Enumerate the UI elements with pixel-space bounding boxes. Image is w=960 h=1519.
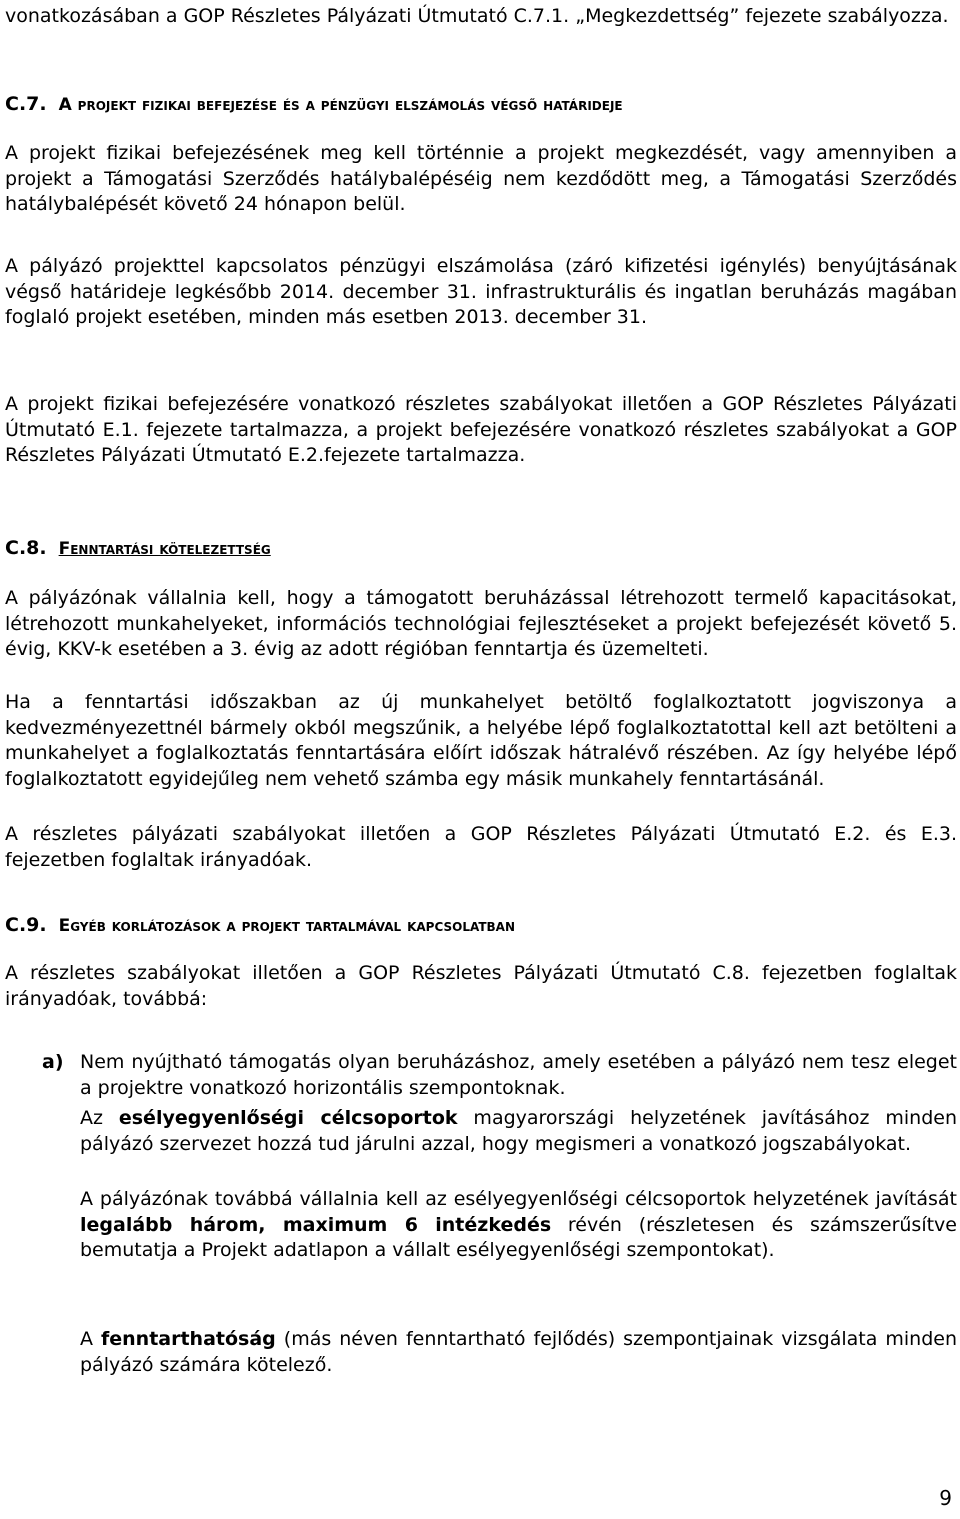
section-c8-heading [5, 536, 957, 562]
text-run: révén (részletesen és számszerűsítve bemutatja a Projekt adatlapon a vállalt esélyegyenlőségi szempontokat). [80, 1213, 957, 1261]
list-item-a-paragraph-3 [80, 1187, 957, 1264]
section-c7-heading [5, 92, 957, 118]
section-c9-title: Egyéb korlátozások a projekt tartalmával kapcsolatban [58, 916, 515, 936]
text-run: A [80, 1328, 101, 1350]
section-c9-intro: A részletes szabályokat illetően a GOP Részletes Pályázati Útmutató C.8. fejezetben foglaltak irányadóak, továbbá: [5, 962, 957, 1010]
list-item-a-paragraph-4 [80, 1327, 957, 1378]
section-c7-number: C.7. [5, 93, 47, 115]
list-item-a-paragraph-2 [80, 1106, 957, 1157]
section-c7-paragraph-1: A projekt fizikai befejezésének meg kell történnie a projekt megkezdését, vagy amennyiben a projekt a Támogatási Szerződés hatálybalépéséig nem kezdődött meg, a Támogatási Szerződés hatálybalépését követő 24 hónapon belül. [5, 142, 957, 215]
page-number: 9 [939, 1486, 952, 1510]
text-run: (más néven fenntartható fejlődés) szempontjainak vizsgálata minden pályázó számára kötelező. [80, 1328, 957, 1376]
section-c7-title: A projekt fizikai befejezése és a pénzügyi elszámolás végső határideje [58, 95, 623, 115]
section-c7-paragraph-2: A pályázó projekttel kapcsolatos pénzügyi elszámolása (záró kifizetési igénylés) benyújtásának végső határideje legkésőbb 2014. december 31. infrastrukturális és ingatlan beruházás magában foglaló projekt esetében, minden más esetben 2013. december 31. [5, 255, 957, 328]
section-c8-paragraph-2: Ha a fenntartási időszakban az új munkahelyet betöltő foglalkoztatott jogviszonya a kedvezményezettnél bármely okból megszűnik, a helyébe lépő foglalkoztatottal kell azt betölteni a munkahelyet a foglalkoztatás fenntartására előírt időszak hátralévő részében. Az így helyébe lépő foglalkoztatott egyidejűleg nem vehető számba egy másik munkahely fenntartásánál. [5, 691, 957, 790]
text-run: magyarországi helyzetének javításához minden pályázó szervezet hozzá tud járulni azzal, hogy megismeri a vonatkozó jogszabályokat. [80, 1107, 957, 1155]
section-c8-title: Fenntartási kötelezettség [58, 539, 271, 559]
section-c8-paragraph-1: A pályázónak vállalnia kell, hogy a támogatott beruházással létrehozott termelő kapacitásokat, létrehozott munkahelyeket, információs technológiai fejlesztéseket a projekt befejezését követő 5. évig, KKV-k esetében a 3. évig az adott régióban fenntartja és üzemelteti. [5, 587, 957, 660]
intro-paragraph: vonatkozásában a GOP Részletes Pályázati Útmutató C.7.1. „Megkezdettség” fejezete szabályozza. [5, 5, 949, 27]
list-marker-a: a) [42, 1051, 64, 1073]
section-c8-paragraph-3: A részletes pályázati szabályokat illetően a GOP Részletes Pályázati Útmutató E.2. és E.3. fejezetben foglaltak irányadóak. [5, 823, 957, 871]
bold-text: fenntarthatóság [101, 1328, 276, 1350]
section-c8-number: C.8. [5, 537, 47, 559]
text-run: A pályázónak továbbá vállalnia kell az esélyegyenlőségi célcsoportok helyzetének javítását [80, 1188, 957, 1210]
section-c7-paragraph-3: A projekt fizikai befejezésére vonatkozó részletes szabályokat illetően a GOP Részletes Pályázati Útmutató E.1. fejezete tartalmazza, a projekt befejezésére vonatkozó részletes szabályokat a GOP Részletes Pályázati Útmutató E.2.fejezete tartalmazza. [5, 393, 957, 466]
bold-text: legalább három, maximum 6 intézkedés [80, 1213, 552, 1236]
section-c9-number: C.9. [5, 914, 47, 936]
section-c9-heading [5, 913, 957, 939]
list-item-a-paragraph-1: Nem nyújtható támogatás olyan beruházáshoz, amely esetében a pályázó nem tesz eleget a projektre vonatkozó horizontális szempontoknak. [80, 1051, 957, 1099]
bold-text: esélyegyenlőségi célcsoportok [118, 1107, 458, 1129]
text-run: Az [80, 1107, 119, 1129]
